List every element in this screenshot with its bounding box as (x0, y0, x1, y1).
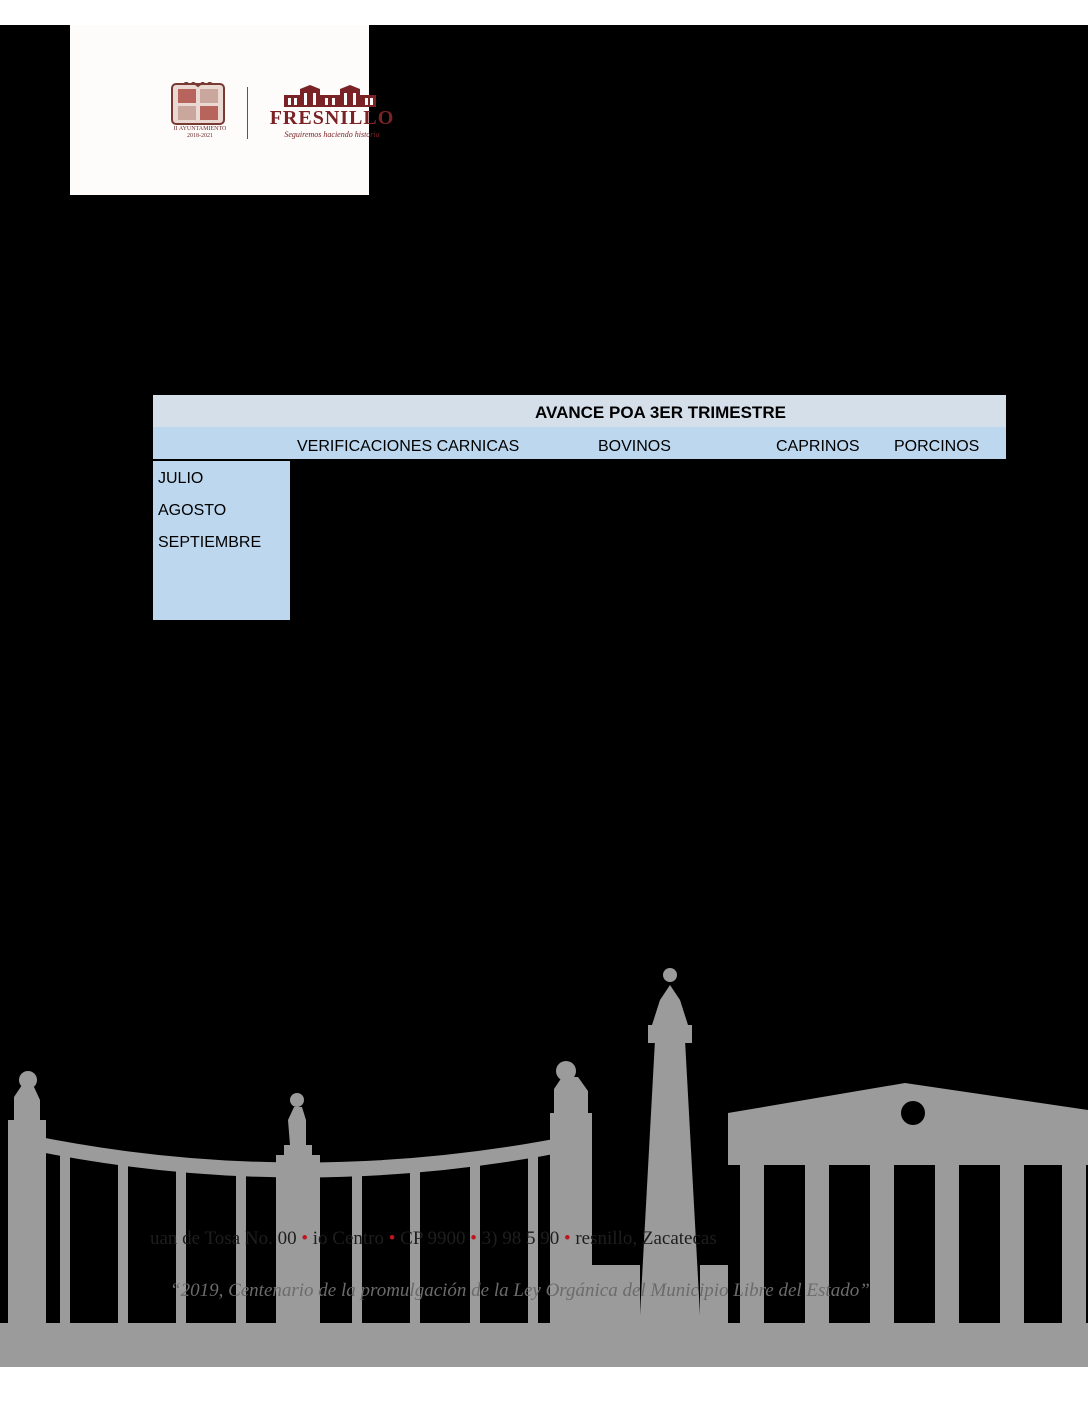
address-part: 3) 98 5 90 (481, 1228, 560, 1249)
separator-dot-icon: • (563, 1228, 571, 1249)
month-row-label: SEPTIEMBRE (158, 534, 262, 551)
column-header-porcinos: PORCINOS (894, 438, 980, 455)
address-part: io Centro (312, 1228, 385, 1249)
document-page (0, 25, 1088, 1367)
footer-address (150, 1228, 950, 1250)
table-title: AVANCE POA 3ER TRIMESTRE (535, 403, 786, 422)
column-header-bovinos: BOVINOS (598, 438, 671, 455)
footer-motto: “2019, Centenario de la promulgación de la Ley Orgánica del Municipio Libre del Estado” (170, 1280, 870, 1301)
building-clock-icon (901, 1101, 925, 1125)
address-part: uan de Tosa No. 00 (150, 1228, 297, 1249)
brand-slogan: Seguiremos haciendo historia (284, 130, 380, 139)
column-header-caprinos: CAPRINOS (776, 438, 860, 455)
seal-caption-line1: II AYUNTAMIENTO (173, 126, 227, 132)
address-part: resnillo, Zacatecas (575, 1228, 717, 1249)
city-skyline-illustration (0, 25, 1088, 1367)
brand-name: FRESNILLO (269, 107, 395, 129)
month-row-label: JULIO (158, 470, 204, 487)
seal-caption-line2: 2018-2021 (187, 133, 213, 139)
separator-dot-icon: • (388, 1228, 396, 1249)
month-row-label: AGOSTO (158, 502, 227, 519)
address-part: CP 9900 (400, 1228, 466, 1249)
column-header-verificaciones: VERIFICACIONES CARNICAS (297, 438, 520, 455)
separator-dot-icon: • (470, 1228, 477, 1249)
separator-dot-icon: • (301, 1228, 309, 1249)
